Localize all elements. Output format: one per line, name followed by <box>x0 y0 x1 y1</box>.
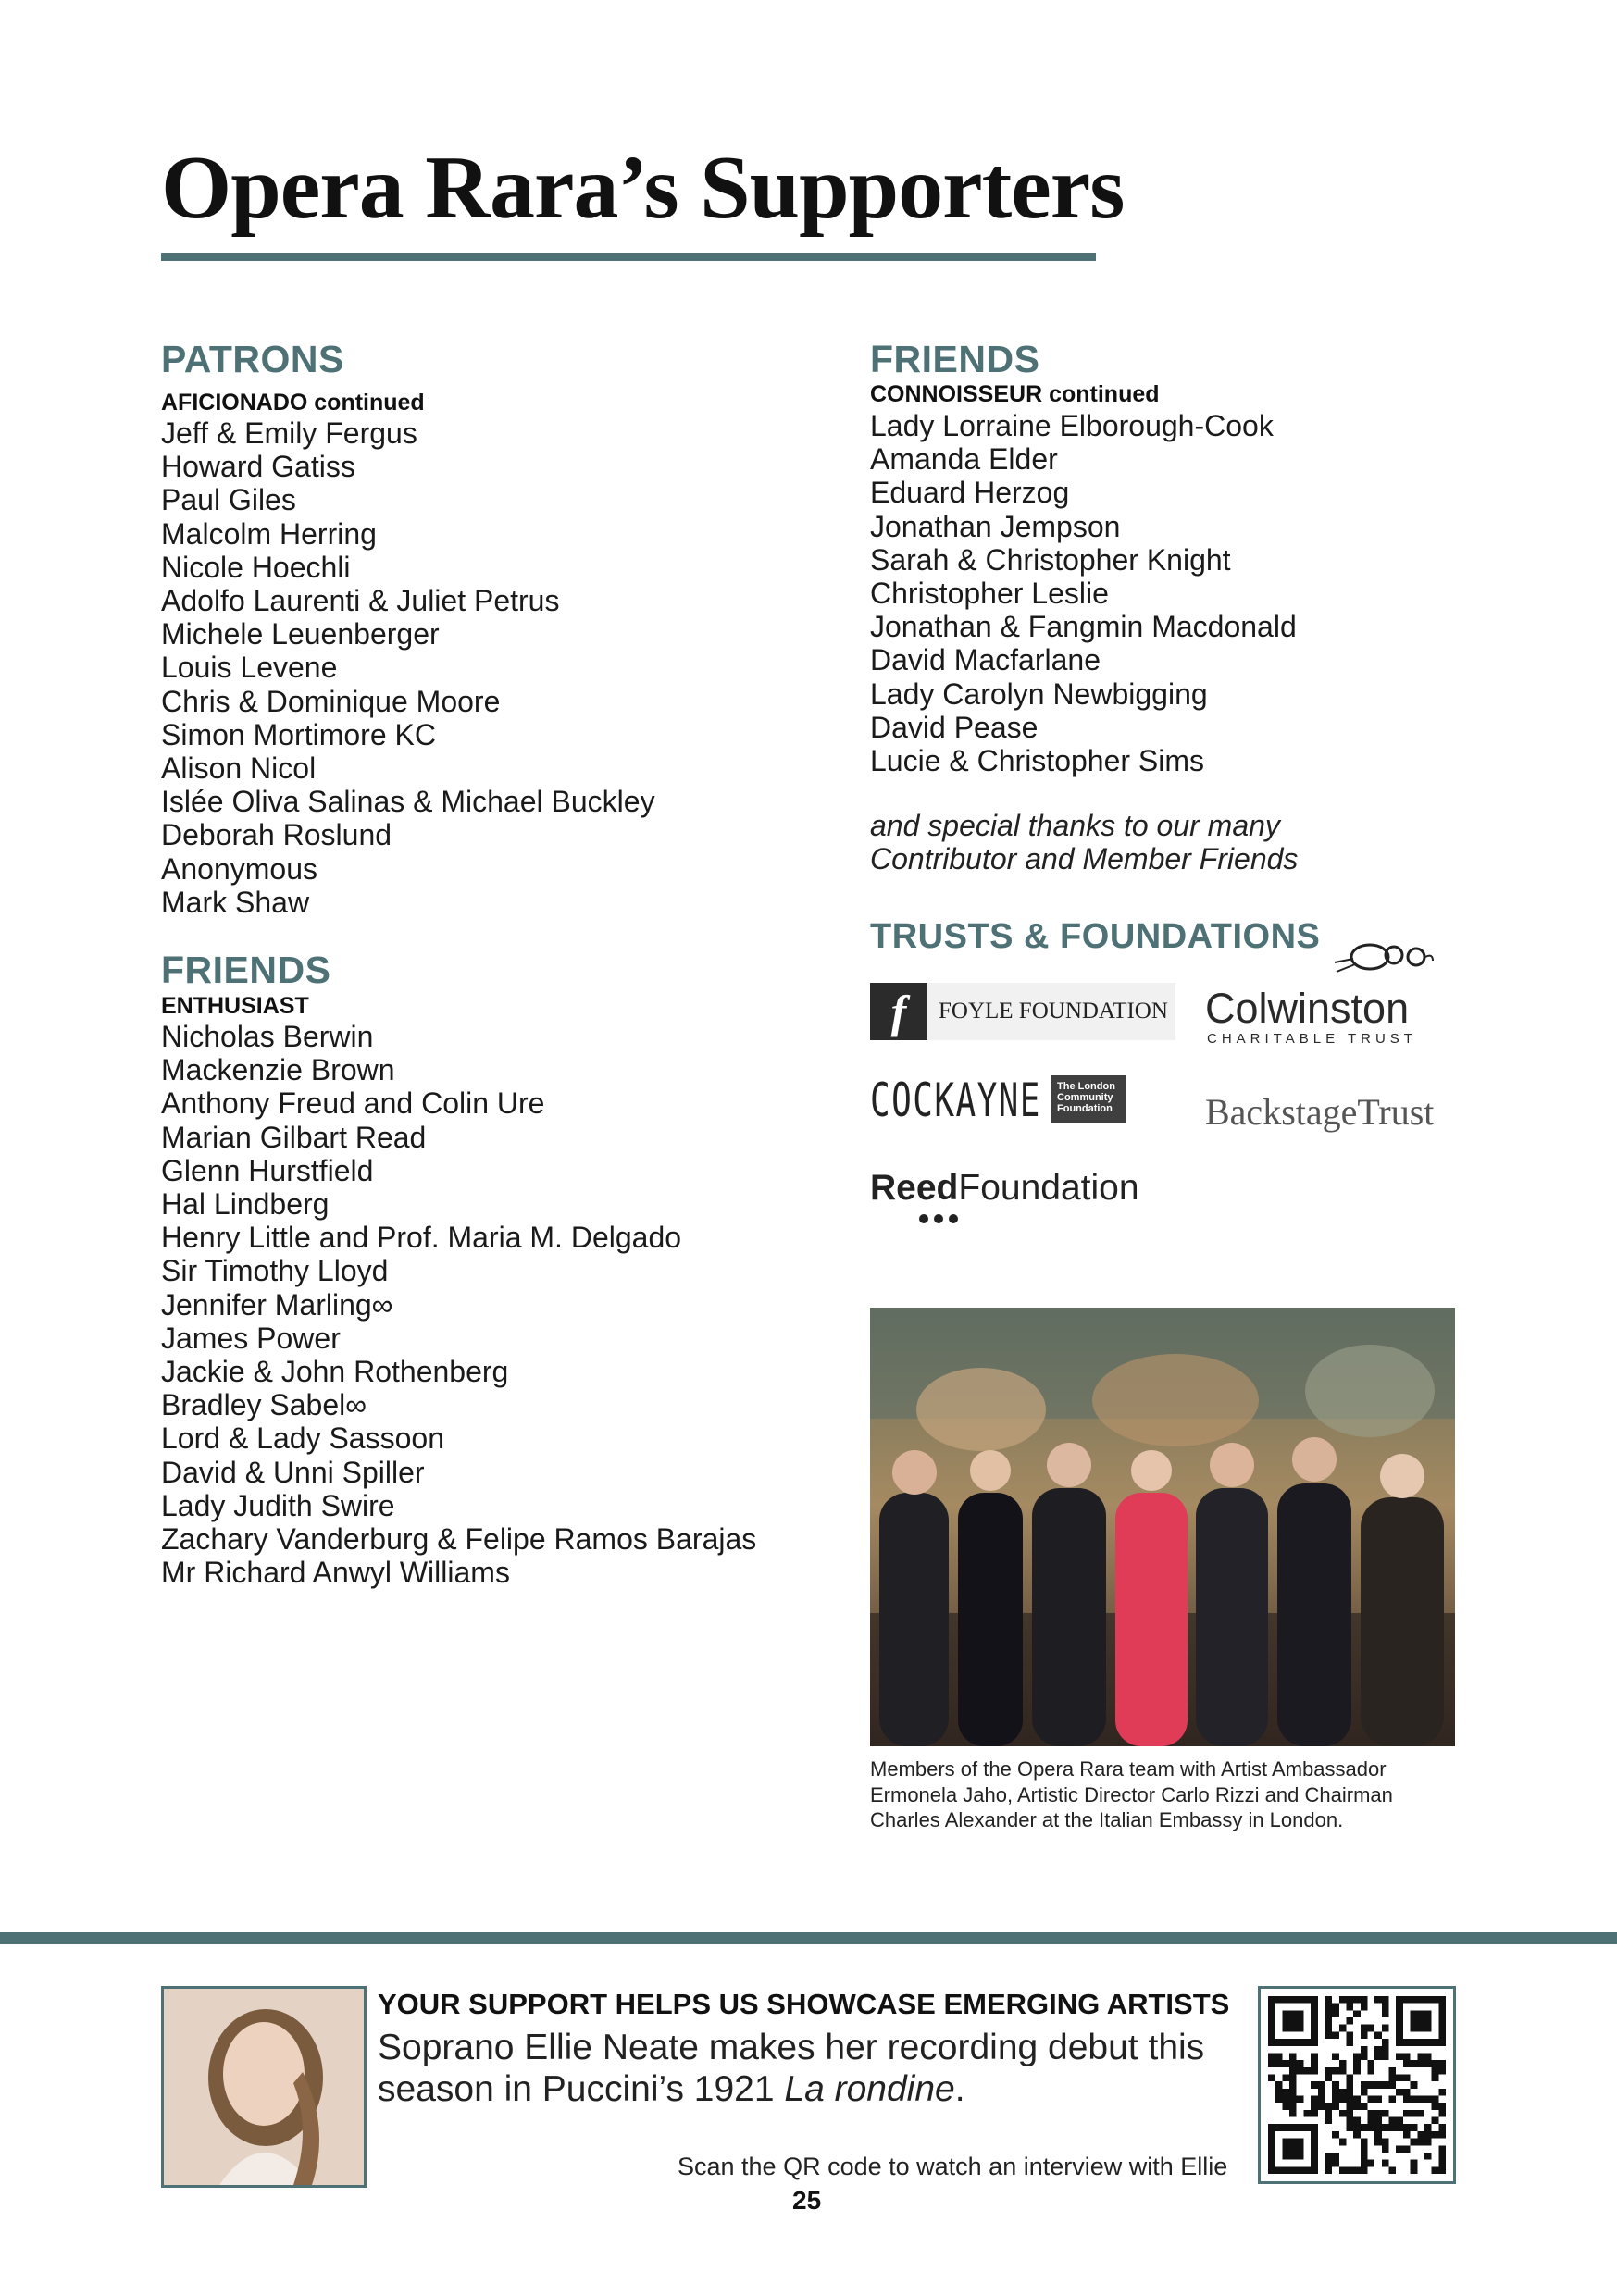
colwinston-logo-subtext: CHARITABLE TRUST <box>1207 1031 1417 1047</box>
supporter-name: Lady Carolyn Newbigging <box>870 676 1208 711</box>
promo-heading: YOUR SUPPORT HELPS US SHOWCASE EMERGING ARTISTS <box>378 1988 1230 2020</box>
promo-body-italic: La rondine <box>784 2069 955 2109</box>
foyle-logo-text: FOYLE FOUNDATION <box>939 999 1168 1024</box>
supporter-name: Bradley Sabel∞ <box>161 1388 367 1422</box>
footer-divider <box>0 1932 1617 1944</box>
reed-logo-text: Reed <box>870 1168 959 1208</box>
patrons-heading: PATRONS <box>161 338 344 380</box>
reed-foundation-text: Foundation <box>958 1168 1139 1208</box>
supporter-name: Louis Levene <box>161 651 338 685</box>
supporter-name: Adolfo Laurenti & Juliet Petrus <box>161 584 560 618</box>
friends-enthusiast-heading: FRIENDS <box>161 949 331 991</box>
supporter-name: Alison Nicol <box>161 751 317 786</box>
colwinston-mouse-icon <box>1333 935 1435 984</box>
supporter-name: James Power <box>161 1321 341 1355</box>
supporter-name: Deborah Roslund <box>161 818 392 852</box>
supporter-name: Sir Timothy Lloyd <box>161 1254 389 1288</box>
supporter-name: Glenn Hurstfield <box>161 1153 374 1187</box>
title-underline <box>161 253 1096 261</box>
supporter-name: Chris & Dominique Moore <box>161 684 501 718</box>
backstage-trust-logo: BackstageTrust <box>1205 1091 1435 1133</box>
embassy-group-photo <box>870 1308 1455 1746</box>
supporter-name: David Macfarlane <box>870 643 1101 677</box>
foyle-foundation-logo <box>870 983 1175 1040</box>
cockayne-logo-text: COCKAYNE <box>870 1074 1041 1127</box>
supporter-name: David Pease <box>870 710 1039 744</box>
friends-connoisseur-list <box>870 409 1297 777</box>
promo-body-end: . <box>954 2069 965 2109</box>
patrons-subheading: AFICIONADO continued <box>161 390 425 416</box>
supporter-name: Mr Richard Anwyl Williams <box>161 1556 510 1590</box>
supporter-name: Anonymous <box>161 851 317 886</box>
supporter-name: Lucie & Christopher Sims <box>870 744 1205 778</box>
supporter-name: Henry Little and Prof. Maria M. Delgado <box>161 1221 682 1255</box>
special-thanks-line1: and special thanks to our many <box>870 809 1280 842</box>
supporter-name: Michele Leuenberger <box>161 617 440 652</box>
supporter-name: Anthony Freud and Colin Ure <box>161 1086 545 1121</box>
supporter-name: Lady Lorraine Elborough-Cook <box>870 409 1274 442</box>
supporter-name: Lady Judith Swire <box>161 1488 395 1522</box>
friends-enthusiast-subheading: ENTHUSIAST <box>161 993 309 1019</box>
supporter-name: Islée Oliva Salinas & Michael Buckley <box>161 785 655 819</box>
photo-caption: Members of the Opera Rara team with Artist Ambassador Ermonela Jaho, Artistic Director Carlo Rizzi and Chairman Charles Alexander at the Italian Embassy in London. <box>870 1757 1393 1831</box>
supporter-name: Amanda Elder <box>870 442 1058 477</box>
supporter-name: Malcolm Herring <box>161 516 377 551</box>
reed-dots-icon <box>918 1212 964 1229</box>
supporter-name: Hal Lindberg <box>161 1187 330 1222</box>
supporter-name: Paul Giles <box>161 483 296 517</box>
patrons-list <box>161 416 655 919</box>
supporter-name: Mackenzie Brown <box>161 1053 395 1087</box>
supporter-name: Sarah & Christopher Knight <box>870 542 1231 577</box>
qr-instruction: Scan the QR code to watch an interview with Ellie <box>678 2153 1228 2180</box>
friends-enthusiast-list <box>161 1020 756 1589</box>
supporter-name: Eduard Herzog <box>870 476 1070 510</box>
supporter-name: Marian Gilbart Read <box>161 1120 427 1154</box>
supporter-name: Mark Shaw <box>161 885 310 919</box>
supporter-name: Jeff & Emily Fergus <box>161 416 417 450</box>
promo-body <box>378 2027 1238 2110</box>
supporter-name: Simon Mortimore KC <box>161 717 436 751</box>
ellie-neate-portrait <box>161 1986 367 2188</box>
supporter-name: Jackie & John Rothenberg <box>161 1355 509 1389</box>
qr-code[interactable] <box>1258 1986 1456 2184</box>
supporter-name: Zachary Vanderburg & Felipe Ramos Barajas <box>161 1522 757 1557</box>
supporter-name: Howard Gatiss <box>161 450 355 484</box>
reed-foundation-logo <box>870 1168 1139 1209</box>
special-thanks-line2: Contributor and Member Friends <box>870 842 1299 875</box>
promo-body-text: Soprano Ellie Neate makes her recording debut this season in Puccini’s 1921 <box>378 2028 1205 2109</box>
friends-connoisseur-heading: FRIENDS <box>870 338 1040 380</box>
supporter-name: Christopher Leslie <box>870 577 1109 611</box>
supporter-name: Nicholas Berwin <box>161 1020 374 1053</box>
qr-code-icon <box>1268 1996 1446 2174</box>
colwinston-logo-text: Colwinston <box>1205 985 1410 1032</box>
foyle-mark-icon: f <box>870 983 927 1040</box>
trusts-heading: TRUSTS & FOUNDATIONS <box>870 917 1321 956</box>
supporter-name: Jonathan Jempson <box>870 509 1121 543</box>
page-title: Opera Rara’s Supporters <box>161 138 1125 238</box>
supporter-name: David & Unni Spiller <box>161 1455 425 1489</box>
friends-connoisseur-subheading: CONNOISSEUR continued <box>870 381 1160 407</box>
supporter-name: Jonathan & Fangmin Macdonald <box>870 610 1297 644</box>
page-number: 25 <box>792 2186 822 2215</box>
london-community-foundation-logo: The London Community Foundation <box>1051 1075 1126 1123</box>
supporter-name: Jennifer Marling∞ <box>161 1287 393 1322</box>
supporter-name: Lord & Lady Sassoon <box>161 1421 444 1456</box>
supporter-name: Nicole Hoechli <box>161 550 351 584</box>
